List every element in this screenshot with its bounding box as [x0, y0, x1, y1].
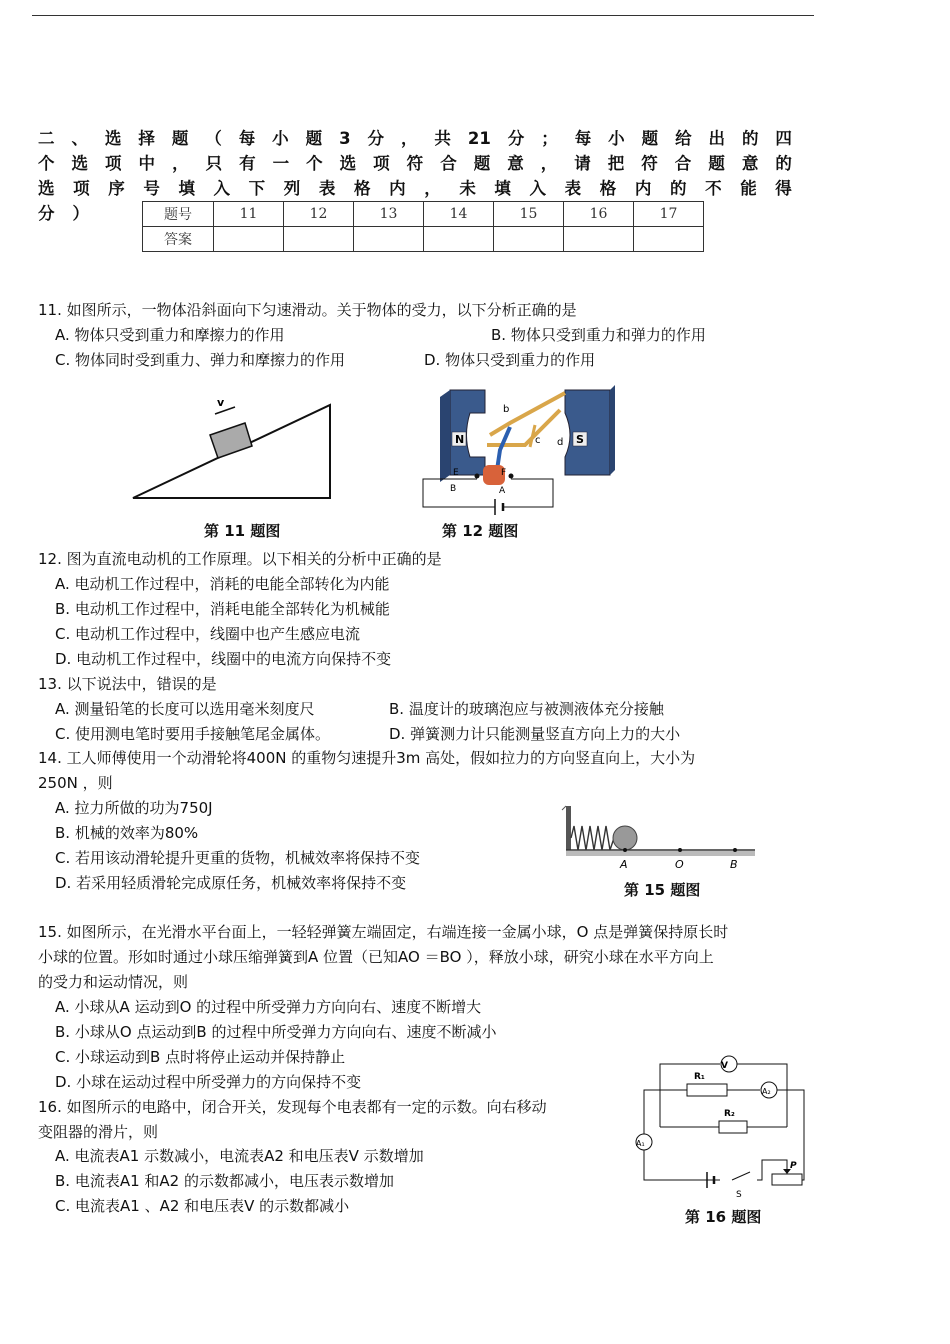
brush-e [475, 474, 480, 479]
section-title-char: 格 [353, 179, 371, 198]
question-number-cell: 17 [634, 202, 704, 227]
n-pole-label: N [455, 433, 465, 446]
answer-table [142, 201, 704, 252]
section-title-char: 入 [529, 179, 547, 198]
table-hatch [566, 851, 755, 856]
section-title-char: 题 [473, 154, 491, 173]
q13-stem: 13. 以下说法中，错误的是 [38, 675, 217, 693]
section-title-char: 只 [205, 154, 223, 173]
q14-option-d: D. 若采用轻质滑轮完成原任务，机械效率将保持不变 [55, 874, 407, 892]
section-title-char: 能 [740, 179, 757, 198]
spring-figure [560, 800, 760, 872]
point-label-o: O [675, 858, 684, 871]
section-title-char: 分 [367, 129, 385, 148]
section-title-char: （ [205, 129, 222, 148]
answer-cell[interactable] [214, 227, 284, 252]
section-title-char: 项 [105, 154, 122, 173]
section-title-char: 共 [434, 129, 451, 148]
sliding-block [210, 423, 252, 458]
r2-label: R₂ [724, 1109, 735, 1119]
south-magnet-side [610, 385, 615, 475]
section-title-char: 每 [574, 129, 592, 148]
q11-option-a: A. 物体只受到重力和摩擦力的作用 [55, 326, 285, 344]
section-title-char: ， [540, 154, 558, 173]
brush-f [509, 474, 514, 479]
section-title-char: 符 [641, 154, 658, 173]
circuit-wire-left [423, 479, 495, 507]
coil-label-d: d [557, 437, 564, 448]
q11-option-c: C. 物体同时受到重力、弹力和摩擦力的作用 [55, 351, 346, 369]
section-title-char: 每 [238, 129, 256, 148]
section-title-char: 题 [641, 129, 659, 148]
q16-stem-line1: 16. 如图所示的电路中，闭合开关，发现每个电表都有一定的示数。向右移动 [38, 1098, 547, 1116]
q14-stem-line2: 250N ，则 [38, 774, 113, 792]
wall [566, 806, 571, 850]
section-title-char: 内 [389, 179, 406, 198]
coil-label-b: b [503, 404, 510, 415]
metal-ball [613, 826, 637, 850]
section-title-char: 个 [306, 154, 323, 173]
section-title-char: 号 [143, 179, 160, 198]
section-title-char: ， [424, 179, 441, 198]
section-title-char: 21 [467, 129, 491, 148]
section-title-char: 请 [574, 154, 591, 173]
section-title-char: 格 [599, 179, 617, 198]
answer-cell[interactable] [354, 227, 424, 252]
fig11-caption: 第 11 题图 [204, 522, 281, 540]
rheostat [772, 1174, 802, 1185]
section-title-char: 有 [239, 154, 256, 173]
section-title-char: 填 [178, 179, 195, 198]
question-number-cell: 13 [354, 202, 424, 227]
answer-cell[interactable] [284, 227, 354, 252]
section-title-char: 四 [775, 129, 792, 148]
section-title-char: 分 [38, 204, 55, 223]
section-title-char: 选 [339, 154, 357, 173]
table-header-cell: 题号 [143, 202, 214, 227]
circuit-figure [632, 1052, 817, 1202]
question-number-cell: 16 [564, 202, 634, 227]
q13-option-c: C. 使用测电笔时要用手接触笔尾金属体。 [55, 725, 331, 743]
section-title-char: 小 [608, 129, 625, 148]
coil-label-a: a [475, 433, 482, 444]
section-title-char: 小 [272, 129, 289, 148]
section-title-char: 得 [775, 179, 792, 198]
q11-option-d: D. 物体只受到重力的作用 [424, 351, 596, 369]
section-title-char: 二 [38, 129, 55, 148]
s-pole-label: S [576, 433, 584, 446]
q12-option-d: D. 电动机工作过程中，线圈中的电流方向保持不变 [55, 650, 392, 668]
resistor-r2 [719, 1121, 747, 1133]
section-title-char: 意 [507, 154, 524, 173]
section-title-char: ） [72, 204, 89, 223]
q15-option-d: D. 小球在运动过程中所受弹力的方向保持不变 [55, 1073, 362, 1091]
fig15-caption: 第 15 题图 [624, 881, 701, 899]
motor-figure [415, 385, 620, 520]
q15-option-c: C. 小球运动到B 点时将停止运动并保持静止 [55, 1048, 346, 1066]
q16-option-c: C. 电流表A1 、A2 和电压表V 的示数都减小 [55, 1197, 350, 1215]
section-title-char: 、 [71, 129, 88, 148]
section-title-char: 填 [494, 179, 511, 198]
spring [571, 826, 614, 850]
q16-stem-line2: 变阻器的滑片，则 [38, 1123, 159, 1141]
section-title-char: 内 [634, 179, 652, 198]
q16-option-a: A. 电流表A1 示数减小，电流表A2 和电压表V 示数增加 [55, 1147, 424, 1165]
section-title-char: 分 [507, 129, 525, 148]
circuit-wire-right [503, 479, 553, 507]
section-title-char: 合 [440, 154, 457, 173]
section-title-char: 选 [71, 154, 89, 173]
a1-label: A₁ [636, 1139, 645, 1148]
point-a [623, 848, 627, 852]
q12-option-b: B. 电动机工作过程中，消耗电能全部转化为机械能 [55, 600, 390, 618]
section-title-char: 列 [283, 179, 301, 198]
question-number-cell: 12 [284, 202, 354, 227]
section-title-char: 出 [708, 129, 726, 148]
section-title-char: 选 [104, 129, 122, 148]
q12-option-c: C. 电动机工作过程中，线圈中也产生感应电流 [55, 625, 361, 643]
section-title-char: 择 [138, 129, 155, 148]
terminal-label-b: B [450, 484, 457, 494]
question-number-cell: 14 [424, 202, 494, 227]
point-label-a: A [620, 858, 628, 871]
q15-option-b: B. 小球从O 点运动到B 的过程中所受弹力方向向右、速度不断减小 [55, 1023, 497, 1041]
section-title-char: 序 [108, 179, 125, 198]
section-title-line [38, 126, 792, 151]
q12-stem: 12. 图为直流电动机的工作原理。以下相关的分析中正确的是 [38, 550, 442, 568]
coil-segment-blue [497, 427, 510, 470]
section-title-line [38, 176, 792, 201]
q15-stem-line2: 小球的位置。形如时通过小球压缩弹簧到A 位置（已知AO ＝BO ），释放小球，研究小球在水平方向上 [38, 948, 714, 966]
section-title-char: 不 [705, 179, 722, 198]
q15-stem-line3: 的受力和运动情况，则 [38, 973, 189, 991]
velocity-label: v [217, 396, 225, 409]
point-o [678, 848, 682, 852]
question-number-cell: 15 [494, 202, 564, 227]
section-title-char: 中 [138, 154, 156, 173]
north-magnet-side [440, 390, 450, 482]
section-title-char: 表 [564, 179, 582, 198]
q14-option-b: B. 机械的效率为80% [55, 824, 199, 842]
brush-label-e: E [453, 468, 459, 478]
q13-option-d: D. 弹簧测力计只能测量竖直方向上力的大小 [389, 725, 681, 743]
switch-lever[interactable] [732, 1172, 750, 1180]
section-title-char: 的 [775, 154, 792, 173]
section-title-char: ， [172, 154, 189, 173]
wire-left [644, 1090, 720, 1180]
answer-table-answer-row [143, 227, 704, 252]
point-b [733, 848, 737, 852]
terminal-label-a: A [499, 486, 506, 496]
section-title-char: 个 [38, 154, 55, 173]
switch-label: S [736, 1190, 742, 1200]
section-title-char: 意 [741, 154, 759, 173]
answer-table-header-row [143, 202, 704, 227]
section-title-char: 的 [669, 179, 687, 198]
q14-stem-line1: 14. 工人师傅使用一个动滑轮将400N 的重物匀速提升3m 高处，假如拉力的方向竖直向上，大小为 [38, 749, 696, 767]
section-title-char: ， [400, 129, 418, 148]
q11-stem: 11. 如图所示，一物体沿斜面向下匀速滑动。关于物体的受力，以下分析正确的是 [38, 301, 577, 319]
section-title-char: 符 [406, 154, 424, 173]
header-rule [32, 15, 814, 16]
q11-option-b: B. 物体只受到重力和弹力的作用 [491, 326, 706, 344]
question-number-cell: 11 [214, 202, 284, 227]
section-title-line [38, 151, 792, 176]
section-title-char: 的 [741, 129, 759, 148]
section-title-char: 未 [459, 179, 476, 198]
section-title-char: 题 [708, 154, 725, 173]
section-title-char: 项 [373, 154, 390, 173]
slider-label: P [790, 1161, 797, 1171]
a2-label: A₂ [762, 1087, 771, 1096]
r1-label: R₁ [694, 1072, 705, 1082]
south-magnet [565, 390, 610, 475]
q13-option-b: B. 温度计的玻璃泡应与被测液体充分接触 [389, 700, 664, 718]
incline-figure [125, 390, 340, 505]
section-title-char: 下 [248, 179, 266, 198]
section-title-char: 入 [213, 179, 231, 198]
section-title-char: 给 [675, 129, 692, 148]
section-title-char: 3 [339, 129, 351, 148]
table-header-cell: 答案 [143, 227, 214, 252]
fig12-caption: 第 12 题图 [442, 522, 519, 540]
q14-option-a: A. 拉力所做的功为750J [55, 799, 213, 817]
resistor-r1 [687, 1084, 727, 1096]
section-title-char: 合 [674, 154, 692, 173]
voltmeter-label: V [721, 1061, 728, 1071]
coil-label-c: c [535, 435, 541, 446]
q16-option-b: B. 电流表A1 和A2 的示数都减小，电压表示数增加 [55, 1172, 394, 1190]
brush-label-f: F [501, 468, 507, 478]
section-title-char: ； [541, 129, 558, 148]
section-title-char: 选 [38, 179, 55, 198]
answer-cell[interactable] [494, 227, 564, 252]
q12-option-a: A. 电动机工作过程中，消耗的电能全部转化为内能 [55, 575, 390, 593]
q13-option-a: A. 测量铅笔的长度可以选用毫米刻度尺 [55, 700, 315, 718]
q15-stem-line1: 15. 如图所示，在光滑水平台面上，一轻轻弹簧左端固定，右端连接一金属小球，O 点是弹簧保持原长时 [38, 923, 729, 941]
q14-option-c: C. 若用该动滑轮提升更重的货物，机械效率将保持不变 [55, 849, 421, 867]
wall-hatch [562, 806, 566, 810]
q15-option-a: A. 小球从A 运动到O 的过程中所受弹力方向向右、速度不断增大 [55, 998, 482, 1016]
fig16-caption: 第 16 题图 [685, 1208, 762, 1226]
answer-cell[interactable] [424, 227, 494, 252]
section-title-char: 一 [272, 154, 290, 173]
section-title-char: 题 [171, 129, 189, 148]
answer-cell[interactable] [634, 227, 704, 252]
section-title-char: 项 [73, 179, 90, 198]
section-title-char: 题 [305, 129, 323, 148]
section-title-char: 表 [318, 179, 336, 198]
section-title-char: 把 [607, 154, 625, 173]
answer-cell[interactable] [564, 227, 634, 252]
point-label-b: B [730, 858, 738, 871]
